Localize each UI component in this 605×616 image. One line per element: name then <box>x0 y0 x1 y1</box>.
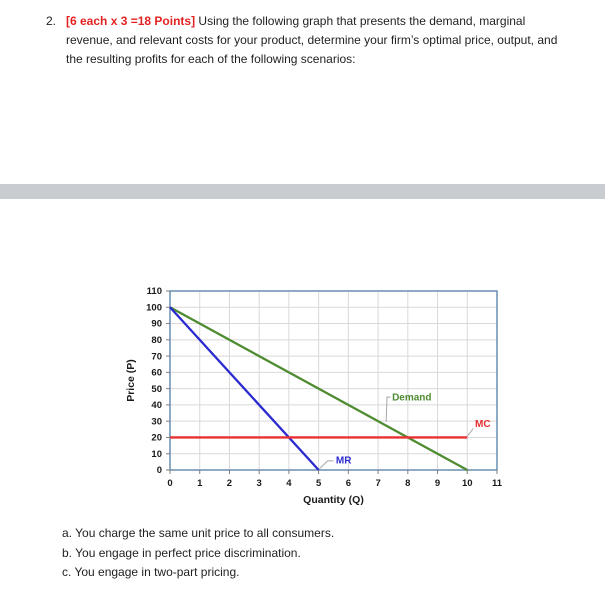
y-tick-label: 90 <box>151 318 162 330</box>
question <box>46 12 566 69</box>
y-axis-title: Price (P) <box>125 359 137 402</box>
x-tick-label: 7 <box>375 478 381 489</box>
y-tick-label: 70 <box>151 351 162 363</box>
page-divider <box>0 184 605 199</box>
y-tick-label: 110 <box>146 286 162 298</box>
scenario-item: c. You engage in two-part pricing. <box>62 565 240 579</box>
scenario-item: b. You engage in perfect price discrimination. <box>62 545 301 560</box>
y-tick-label: 40 <box>151 400 162 412</box>
scenario-item: a. You charge the same unit price to all consumers. <box>62 526 335 540</box>
x-tick-label: 1 <box>197 478 203 489</box>
y-tick-label: 50 <box>151 383 162 395</box>
x-tick-label: 9 <box>434 478 441 489</box>
question-number: 2. <box>46 14 57 28</box>
y-tick-label: 60 <box>151 367 162 379</box>
series-label-leader-mr <box>320 461 334 469</box>
x-tick-label: 4 <box>286 478 292 489</box>
y-tick-label: 10 <box>151 448 162 460</box>
series-label-mc: MC <box>475 419 491 431</box>
y-tick-label: 100 <box>146 302 162 314</box>
series-label-mr: MR <box>335 455 352 467</box>
plot-border <box>170 291 497 470</box>
y-tick-label: 20 <box>151 432 162 444</box>
scenario-list <box>62 524 334 583</box>
x-tick-label: 6 <box>345 478 352 489</box>
y-tick-label: 30 <box>151 416 162 428</box>
x-tick-label: 0 <box>167 478 173 489</box>
series-label-leader-mc <box>467 429 473 437</box>
y-tick-label: 80 <box>151 335 162 347</box>
y-tick-label: 0 <box>156 465 162 477</box>
x-tick-label: 2 <box>226 478 233 489</box>
x-axis-title: Quantity (Q) <box>303 494 364 506</box>
question-points: [6 each x 3 =18 Points] <box>66 14 196 28</box>
x-tick-label: 3 <box>256 478 262 489</box>
question-body-text: Using the following graph that presents the demand, marginal revenue, and relevant costs for your product, determine your firm’s optimal price, output, and the resulting profits for each of the following scenarios: <box>66 14 558 66</box>
x-tick-label: 8 <box>405 478 411 489</box>
question-text <box>66 12 566 69</box>
series-label-leader-demand <box>386 397 390 422</box>
chart-svg <box>120 265 540 515</box>
x-tick-label: 11 <box>491 478 503 489</box>
series-label-demand: Demand <box>392 392 432 404</box>
x-tick-label: 5 <box>315 478 322 489</box>
x-tick-label: 10 <box>461 478 473 489</box>
